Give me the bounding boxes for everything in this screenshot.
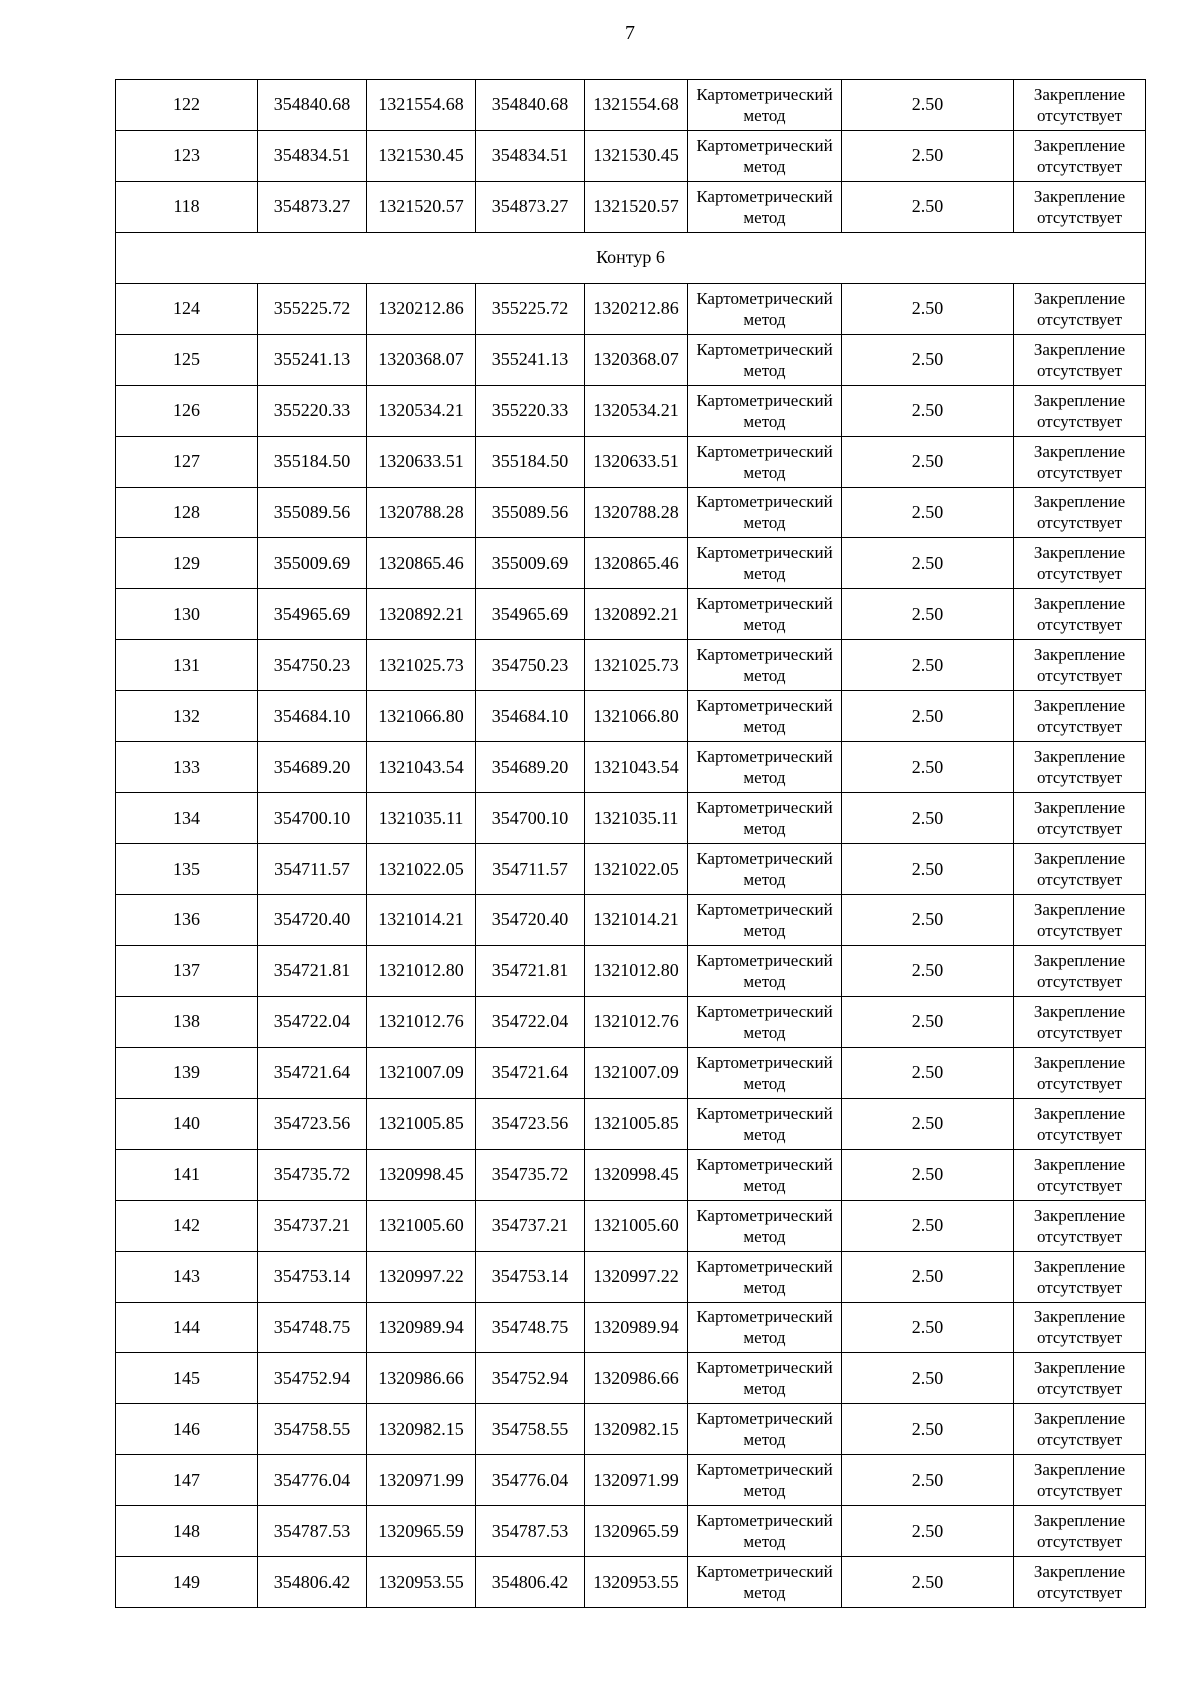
precision-cell: 2.50: [842, 1098, 1014, 1149]
y-new-cell: 1321012.76: [585, 996, 688, 1047]
y-new-cell: 1320998.45: [585, 1149, 688, 1200]
table-row: [116, 844, 1146, 895]
x-existing-cell: 355220.33: [258, 385, 367, 436]
point-number-cell: 124: [116, 283, 258, 334]
x-existing-cell: 354689.20: [258, 742, 367, 793]
table-row: [116, 436, 1146, 487]
x-new-cell: 354711.57: [476, 844, 585, 895]
x-new-cell: 354735.72: [476, 1149, 585, 1200]
precision-cell: 2.50: [842, 130, 1014, 181]
method-cell: Картометрический метод: [688, 1353, 842, 1404]
x-new-cell: 354748.75: [476, 1302, 585, 1353]
precision-cell: 2.50: [842, 1200, 1014, 1251]
x-existing-cell: 354735.72: [258, 1149, 367, 1200]
x-existing-cell: 354711.57: [258, 844, 367, 895]
point-number-cell: 147: [116, 1455, 258, 1506]
y-existing-cell: 1320982.15: [367, 1404, 476, 1455]
fixing-description-cell: Закрепление отсутствует: [1014, 1404, 1146, 1455]
x-new-cell: 355089.56: [476, 487, 585, 538]
x-new-cell: 355009.69: [476, 538, 585, 589]
precision-cell: 2.50: [842, 691, 1014, 742]
y-new-cell: 1321014.21: [585, 895, 688, 946]
x-new-cell: 354873.27: [476, 181, 585, 232]
y-new-cell: 1320953.55: [585, 1557, 688, 1608]
table-row: [116, 80, 1146, 131]
precision-cell: 2.50: [842, 334, 1014, 385]
x-existing-cell: 354787.53: [258, 1506, 367, 1557]
method-cell: Картометрический метод: [688, 793, 842, 844]
method-cell: Картометрический метод: [688, 1047, 842, 1098]
method-cell: Картометрический метод: [688, 80, 842, 131]
method-cell: Картометрический метод: [688, 640, 842, 691]
table-row: [116, 996, 1146, 1047]
point-number-cell: 129: [116, 538, 258, 589]
table-row: [116, 1047, 1146, 1098]
method-cell: Картометрический метод: [688, 130, 842, 181]
fixing-description-cell: Закрепление отсутствует: [1014, 283, 1146, 334]
y-new-cell: 1320989.94: [585, 1302, 688, 1353]
y-existing-cell: 1321035.11: [367, 793, 476, 844]
page-number: 7: [625, 22, 635, 44]
y-new-cell: 1320892.21: [585, 589, 688, 640]
precision-cell: 2.50: [842, 996, 1014, 1047]
x-existing-cell: 354965.69: [258, 589, 367, 640]
x-existing-cell: 354723.56: [258, 1098, 367, 1149]
table-row: [116, 640, 1146, 691]
x-existing-cell: 354750.23: [258, 640, 367, 691]
y-existing-cell: 1320368.07: [367, 334, 476, 385]
y-existing-cell: 1321025.73: [367, 640, 476, 691]
coordinates-table-body: [116, 80, 1146, 1608]
y-new-cell: 1321035.11: [585, 793, 688, 844]
method-cell: Картометрический метод: [688, 1557, 842, 1608]
x-existing-cell: 354722.04: [258, 996, 367, 1047]
point-number-cell: 126: [116, 385, 258, 436]
x-new-cell: 354720.40: [476, 895, 585, 946]
table-row: [116, 385, 1146, 436]
method-cell: Картометрический метод: [688, 283, 842, 334]
fixing-description-cell: Закрепление отсутствует: [1014, 589, 1146, 640]
x-new-cell: 354723.56: [476, 1098, 585, 1149]
method-cell: Картометрический метод: [688, 691, 842, 742]
fixing-description-cell: Закрепление отсутствует: [1014, 996, 1146, 1047]
point-number-cell: 136: [116, 895, 258, 946]
y-existing-cell: 1320865.46: [367, 538, 476, 589]
precision-cell: 2.50: [842, 1047, 1014, 1098]
point-number-cell: 140: [116, 1098, 258, 1149]
table-row: [116, 538, 1146, 589]
precision-cell: 2.50: [842, 844, 1014, 895]
x-new-cell: 354684.10: [476, 691, 585, 742]
method-cell: Картометрический метод: [688, 181, 842, 232]
x-new-cell: 354758.55: [476, 1404, 585, 1455]
point-number-cell: 148: [116, 1506, 258, 1557]
table-row: [116, 1557, 1146, 1608]
point-number-cell: 149: [116, 1557, 258, 1608]
point-number-cell: 145: [116, 1353, 258, 1404]
method-cell: Картометрический метод: [688, 1149, 842, 1200]
fixing-description-cell: Закрепление отсутствует: [1014, 1251, 1146, 1302]
y-new-cell: 1321007.09: [585, 1047, 688, 1098]
method-cell: Картометрический метод: [688, 385, 842, 436]
method-cell: Картометрический метод: [688, 1506, 842, 1557]
x-new-cell: 354721.64: [476, 1047, 585, 1098]
method-cell: Картометрический метод: [688, 589, 842, 640]
y-new-cell: 1321043.54: [585, 742, 688, 793]
fixing-description-cell: Закрепление отсутствует: [1014, 1353, 1146, 1404]
method-cell: Картометрический метод: [688, 1200, 842, 1251]
point-number-cell: 143: [116, 1251, 258, 1302]
precision-cell: 2.50: [842, 1302, 1014, 1353]
x-new-cell: 354737.21: [476, 1200, 585, 1251]
y-existing-cell: 1320534.21: [367, 385, 476, 436]
x-new-cell: 354700.10: [476, 793, 585, 844]
y-new-cell: 1321554.68: [585, 80, 688, 131]
point-number-cell: 128: [116, 487, 258, 538]
x-new-cell: 354721.81: [476, 945, 585, 996]
table-row: [116, 1200, 1146, 1251]
x-new-cell: 355184.50: [476, 436, 585, 487]
fixing-description-cell: Закрепление отсутствует: [1014, 742, 1146, 793]
method-cell: Картометрический метод: [688, 996, 842, 1047]
x-existing-cell: 355089.56: [258, 487, 367, 538]
y-existing-cell: 1321007.09: [367, 1047, 476, 1098]
fixing-description-cell: Закрепление отсутствует: [1014, 487, 1146, 538]
y-new-cell: 1320212.86: [585, 283, 688, 334]
precision-cell: 2.50: [842, 385, 1014, 436]
fixing-description-cell: Закрепление отсутствует: [1014, 895, 1146, 946]
x-new-cell: 354753.14: [476, 1251, 585, 1302]
fixing-description-cell: Закрепление отсутствует: [1014, 793, 1146, 844]
x-existing-cell: 354684.10: [258, 691, 367, 742]
x-existing-cell: 355184.50: [258, 436, 367, 487]
y-new-cell: 1320971.99: [585, 1455, 688, 1506]
point-number-cell: 131: [116, 640, 258, 691]
x-new-cell: 354752.94: [476, 1353, 585, 1404]
x-existing-cell: 354776.04: [258, 1455, 367, 1506]
precision-cell: 2.50: [842, 181, 1014, 232]
x-existing-cell: 354806.42: [258, 1557, 367, 1608]
table-row: [116, 1455, 1146, 1506]
y-existing-cell: 1321012.76: [367, 996, 476, 1047]
x-existing-cell: 355241.13: [258, 334, 367, 385]
precision-cell: 2.50: [842, 1251, 1014, 1302]
y-new-cell: 1320982.15: [585, 1404, 688, 1455]
point-number-cell: 144: [116, 1302, 258, 1353]
y-existing-cell: 1321012.80: [367, 945, 476, 996]
fixing-description-cell: Закрепление отсутствует: [1014, 1149, 1146, 1200]
coordinates-table: [115, 79, 1146, 1608]
x-existing-cell: 354834.51: [258, 130, 367, 181]
point-number-cell: 146: [116, 1404, 258, 1455]
y-new-cell: 1321005.60: [585, 1200, 688, 1251]
table-row: [116, 181, 1146, 232]
point-number-cell: 127: [116, 436, 258, 487]
y-existing-cell: 1321554.68: [367, 80, 476, 131]
point-number-cell: 137: [116, 945, 258, 996]
fixing-description-cell: Закрепление отсутствует: [1014, 181, 1146, 232]
x-new-cell: 354787.53: [476, 1506, 585, 1557]
y-existing-cell: 1320989.94: [367, 1302, 476, 1353]
point-number-cell: 142: [116, 1200, 258, 1251]
y-existing-cell: 1320971.99: [367, 1455, 476, 1506]
fixing-description-cell: Закрепление отсутствует: [1014, 1302, 1146, 1353]
method-cell: Картометрический метод: [688, 1404, 842, 1455]
y-new-cell: 1321022.05: [585, 844, 688, 895]
x-existing-cell: 354753.14: [258, 1251, 367, 1302]
table-row: [116, 1149, 1146, 1200]
y-existing-cell: 1321066.80: [367, 691, 476, 742]
fixing-description-cell: Закрепление отсутствует: [1014, 538, 1146, 589]
y-existing-cell: 1321005.60: [367, 1200, 476, 1251]
table-row: [116, 1506, 1146, 1557]
x-existing-cell: 354721.64: [258, 1047, 367, 1098]
x-existing-cell: 355009.69: [258, 538, 367, 589]
y-existing-cell: 1321014.21: [367, 895, 476, 946]
y-new-cell: 1321066.80: [585, 691, 688, 742]
y-new-cell: 1320368.07: [585, 334, 688, 385]
y-new-cell: 1320997.22: [585, 1251, 688, 1302]
y-existing-cell: 1321022.05: [367, 844, 476, 895]
y-existing-cell: 1320998.45: [367, 1149, 476, 1200]
table-row: [116, 691, 1146, 742]
y-new-cell: 1320633.51: [585, 436, 688, 487]
precision-cell: 2.50: [842, 1149, 1014, 1200]
point-number-cell: 123: [116, 130, 258, 181]
x-new-cell: 354689.20: [476, 742, 585, 793]
method-cell: Картометрический метод: [688, 1302, 842, 1353]
table-row: [116, 742, 1146, 793]
fixing-description-cell: Закрепление отсутствует: [1014, 1047, 1146, 1098]
precision-cell: 2.50: [842, 589, 1014, 640]
y-new-cell: 1321025.73: [585, 640, 688, 691]
fixing-description-cell: Закрепление отсутствует: [1014, 640, 1146, 691]
method-cell: Картометрический метод: [688, 334, 842, 385]
x-existing-cell: 354840.68: [258, 80, 367, 131]
table-row: [116, 945, 1146, 996]
table-row: [116, 793, 1146, 844]
precision-cell: 2.50: [842, 487, 1014, 538]
method-cell: Картометрический метод: [688, 844, 842, 895]
table-row: [116, 1302, 1146, 1353]
x-new-cell: 355225.72: [476, 283, 585, 334]
table-row: [116, 487, 1146, 538]
y-existing-cell: 1321005.85: [367, 1098, 476, 1149]
y-new-cell: 1321520.57: [585, 181, 688, 232]
x-new-cell: 354776.04: [476, 1455, 585, 1506]
y-new-cell: 1320865.46: [585, 538, 688, 589]
table-row: [116, 130, 1146, 181]
table-row: [116, 283, 1146, 334]
precision-cell: 2.50: [842, 1353, 1014, 1404]
fixing-description-cell: Закрепление отсутствует: [1014, 130, 1146, 181]
y-existing-cell: 1320953.55: [367, 1557, 476, 1608]
fixing-description-cell: Закрепление отсутствует: [1014, 691, 1146, 742]
y-existing-cell: 1321530.45: [367, 130, 476, 181]
method-cell: Картометрический метод: [688, 945, 842, 996]
precision-cell: 2.50: [842, 1404, 1014, 1455]
x-new-cell: 354750.23: [476, 640, 585, 691]
fixing-description-cell: Закрепление отсутствует: [1014, 1557, 1146, 1608]
point-number-cell: 132: [116, 691, 258, 742]
method-cell: Картометрический метод: [688, 538, 842, 589]
y-new-cell: 1320965.59: [585, 1506, 688, 1557]
x-existing-cell: 354700.10: [258, 793, 367, 844]
x-existing-cell: 354752.94: [258, 1353, 367, 1404]
point-number-cell: 125: [116, 334, 258, 385]
y-new-cell: 1321530.45: [585, 130, 688, 181]
y-existing-cell: 1320633.51: [367, 436, 476, 487]
method-cell: Картометрический метод: [688, 1098, 842, 1149]
x-existing-cell: 354737.21: [258, 1200, 367, 1251]
fixing-description-cell: Закрепление отсутствует: [1014, 1455, 1146, 1506]
fixing-description-cell: Закрепление отсутствует: [1014, 334, 1146, 385]
precision-cell: 2.50: [842, 895, 1014, 946]
method-cell: Картометрический метод: [688, 1455, 842, 1506]
x-new-cell: 354965.69: [476, 589, 585, 640]
table-row: [116, 589, 1146, 640]
y-existing-cell: 1320997.22: [367, 1251, 476, 1302]
x-existing-cell: 354873.27: [258, 181, 367, 232]
x-existing-cell: 354720.40: [258, 895, 367, 946]
contour-header-row: [116, 232, 1146, 283]
method-cell: Картометрический метод: [688, 436, 842, 487]
table-row: [116, 1353, 1146, 1404]
x-new-cell: 355220.33: [476, 385, 585, 436]
x-existing-cell: 355225.72: [258, 283, 367, 334]
x-new-cell: 354806.42: [476, 1557, 585, 1608]
precision-cell: 2.50: [842, 538, 1014, 589]
point-number-cell: 139: [116, 1047, 258, 1098]
point-number-cell: 135: [116, 844, 258, 895]
precision-cell: 2.50: [842, 1455, 1014, 1506]
x-existing-cell: 354748.75: [258, 1302, 367, 1353]
table-row: [116, 1098, 1146, 1149]
precision-cell: 2.50: [842, 283, 1014, 334]
fixing-description-cell: Закрепление отсутствует: [1014, 80, 1146, 131]
fixing-description-cell: Закрепление отсутствует: [1014, 844, 1146, 895]
x-existing-cell: 354721.81: [258, 945, 367, 996]
point-number-cell: 141: [116, 1149, 258, 1200]
table-row: [116, 1251, 1146, 1302]
y-new-cell: 1320788.28: [585, 487, 688, 538]
fixing-description-cell: Закрепление отсутствует: [1014, 945, 1146, 996]
contour-label: Контур 6: [116, 232, 1146, 283]
x-new-cell: 355241.13: [476, 334, 585, 385]
precision-cell: 2.50: [842, 945, 1014, 996]
fixing-description-cell: Закрепление отсутствует: [1014, 1200, 1146, 1251]
table-row: [116, 895, 1146, 946]
point-number-cell: 133: [116, 742, 258, 793]
y-existing-cell: 1321520.57: [367, 181, 476, 232]
point-number-cell: 122: [116, 80, 258, 131]
method-cell: Картометрический метод: [688, 1251, 842, 1302]
method-cell: Картометрический метод: [688, 742, 842, 793]
precision-cell: 2.50: [842, 1506, 1014, 1557]
y-new-cell: 1321012.80: [585, 945, 688, 996]
table-row: [116, 1404, 1146, 1455]
method-cell: Картометрический метод: [688, 895, 842, 946]
point-number-cell: 118: [116, 181, 258, 232]
x-new-cell: 354834.51: [476, 130, 585, 181]
x-new-cell: 354722.04: [476, 996, 585, 1047]
point-number-cell: 134: [116, 793, 258, 844]
y-new-cell: 1320534.21: [585, 385, 688, 436]
fixing-description-cell: Закрепление отсутствует: [1014, 385, 1146, 436]
x-new-cell: 354840.68: [476, 80, 585, 131]
y-existing-cell: 1320965.59: [367, 1506, 476, 1557]
y-existing-cell: 1320986.66: [367, 1353, 476, 1404]
y-new-cell: 1321005.85: [585, 1098, 688, 1149]
method-cell: Картометрический метод: [688, 487, 842, 538]
y-new-cell: 1320986.66: [585, 1353, 688, 1404]
precision-cell: 2.50: [842, 742, 1014, 793]
fixing-description-cell: Закрепление отсутствует: [1014, 436, 1146, 487]
precision-cell: 2.50: [842, 80, 1014, 131]
precision-cell: 2.50: [842, 436, 1014, 487]
y-existing-cell: 1320892.21: [367, 589, 476, 640]
y-existing-cell: 1320788.28: [367, 487, 476, 538]
y-existing-cell: 1321043.54: [367, 742, 476, 793]
point-number-cell: 130: [116, 589, 258, 640]
precision-cell: 2.50: [842, 640, 1014, 691]
fixing-description-cell: Закрепление отсутствует: [1014, 1098, 1146, 1149]
point-number-cell: 138: [116, 996, 258, 1047]
precision-cell: 2.50: [842, 1557, 1014, 1608]
x-existing-cell: 354758.55: [258, 1404, 367, 1455]
precision-cell: 2.50: [842, 793, 1014, 844]
y-existing-cell: 1320212.86: [367, 283, 476, 334]
fixing-description-cell: Закрепление отсутствует: [1014, 1506, 1146, 1557]
table-row: [116, 334, 1146, 385]
